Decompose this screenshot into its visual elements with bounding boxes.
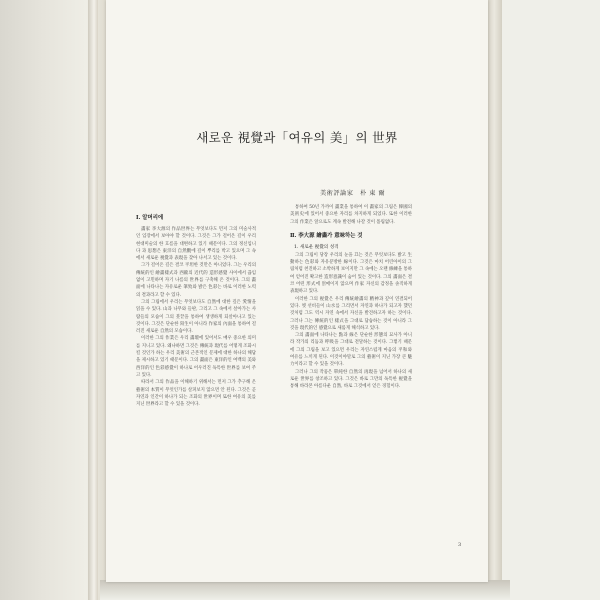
body-paragraph: 그의 畵面에 나타나는 點과 線은 단순한 形態의 묘사가 아니라 작가의 리듬과 呼吸을 그대로 전달하는 것이다. 그렇기 때문에 그의 그림을 보고 있으면 우리는 자연스럽게 마음의 平和와 여유를 느끼게 된다. 이것이야말로 그의 藝術이 지닌 가장 큰 魅力이라고 할 수 있을 것이다. — [290, 333, 412, 368]
book-gutter — [88, 0, 98, 600]
body-paragraph: 따라서 그의 作品을 이해하기 위해서는 먼저 그가 추구해 온 藝術의 本質이 무엇인가를 살펴보지 않으면 안 된다. 그것은 곧 자연과 인간이 하나가 되는 조화의 世界이며 또한 여유의 美를 지닌 世界라고 할 수 있을 것이다. — [136, 380, 256, 408]
article-title: 새로운 視覺과「여유의 美」의 世界 — [196, 130, 398, 145]
body-paragraph: 이러한 그의 作業은 우리 畵壇에 있어서도 매우 중요한 의미를 지니고 있다. 왜냐하면 그것은 傳統과 現代를 어떻게 조화시킬 것인가 하는 우리 美術의 근본적인 문제에 대한 하나의 해답을 제시하고 있기 때문이다. 그의 畵面은 東洋的인 여백의 美와 西洋的인 色彩感覺이 하나로 어우러진 독특한 世界를 보여 주고 있다. — [136, 336, 256, 378]
body-paragraph: 그가 걸어온 길은 결코 平坦한 것만은 아니었다. 그는 우리의 傳統的인 繪畵樣式과 西歐의 近代的 造形感覺 사이에서 끊임없이 고민하며 자기 나름의 世界를 구축해 온 것이다. 그의 畵面에 나타나는 자유로운 筆致와 밝은 色彩는 바로 이러한 노력의 결과라고 할 수 있다. — [136, 263, 256, 298]
section-heading-meaning: Ⅱ. 李大源 繪畵가 意味하는 것 — [290, 232, 363, 239]
sub-heading-new-vision: 1. 새로운 視覺의 성격 — [294, 244, 339, 250]
body-paragraph: 통하여 50년 가까이 畵業을 통하여 이 畵家의 그림은 韓國의 美術史에 있어서 중요한 자리를 차지하게 되었다. 또한 이러한 그의 作業은 앞으로도 계속 발전해 나갈 것이 틀림없다. — [290, 205, 412, 225]
body-paragraph: 그의 그림이 당장 우리의 눈을 끄는 것은 무엇보다도 밝고 生動하는 色彩와 자유분방한 線이다. 그것은 마치 어린아이의 그림처럼 천진하고 소박하게 보이지만 그 속에는 오랜 修練을 통하여 얻어진 확고한 造形意識이 숨어 있는 것이다. 그의 畵面은 결코 어떤 形式에 얽매이지 않으며 作家 자신의 감정을 솔직하게 表現하고 있다. — [290, 252, 412, 295]
page-stack-edge — [488, 0, 502, 584]
body-paragraph: 이러한 그의 視覺은 우리 傳統繪畵의 精神과 깊이 연결되어 있다. 옛 선비들이 山水를 그리면서 자연과 하나가 되고자 했던 것처럼 그도 역시 자연 속에서 자신을 발견하고자 하는 것이다. 그러나 그는 傳統的인 樣式을 그대로 답습하는 것이 아니라 그것을 現代的인 感覺으로 새롭게 해석하고 있다. — [290, 296, 412, 331]
book-bottom-shadow — [100, 580, 510, 600]
body-paragraph: 그러나 그의 작품은 單純한 自然의 再現을 넘어서 하나의 새로운 世界를 창조하고 있다. 그것은 바로 그만의 독특한 視覺을 통해 바라본 아름다운 自然, 바로 그것에서 얻은 경험이다. — [290, 369, 412, 390]
page-number: 3 — [458, 542, 462, 548]
right-column — [290, 204, 412, 391]
section-heading-intro: Ⅰ. 알머리에 — [136, 215, 164, 221]
book-page — [106, 0, 488, 582]
article-author: 美術評論家 朴 東 爾 — [320, 190, 386, 197]
body-paragraph: 畵家 李大源의 作品世界는 무엇보다도 먼저 그의 미술사적인 입장에서 보아야 할 것이다. 그것은 그가 걸어온 길이 우리 현대미술의 한 흐름을 대변하고 있기 때문이다. 그의 정신입니다 과 思想은 東洋의 自然觀에 깊이 뿌리를 박고 있으며 그 속에서 새로운 視覺과 表現을 찾아 나서고 있는 것이다. — [136, 227, 256, 262]
body-paragraph: 그의 그림에서 우리는 무엇보다도 自然에 대한 깊은 愛情을 읽을 수 있다. 山과 나무와 들판, 그리고 그 속에서 살아가는 사람들의 모습이 그의 붓끝을 통하여 생생하게 되살아나고 있는 것이다. 그것은 단순한 寫生이 아니라 作家의 內面을 통하여 걸러진 새로운 自然의 모습이다. — [136, 299, 256, 335]
left-column — [136, 208, 256, 408]
